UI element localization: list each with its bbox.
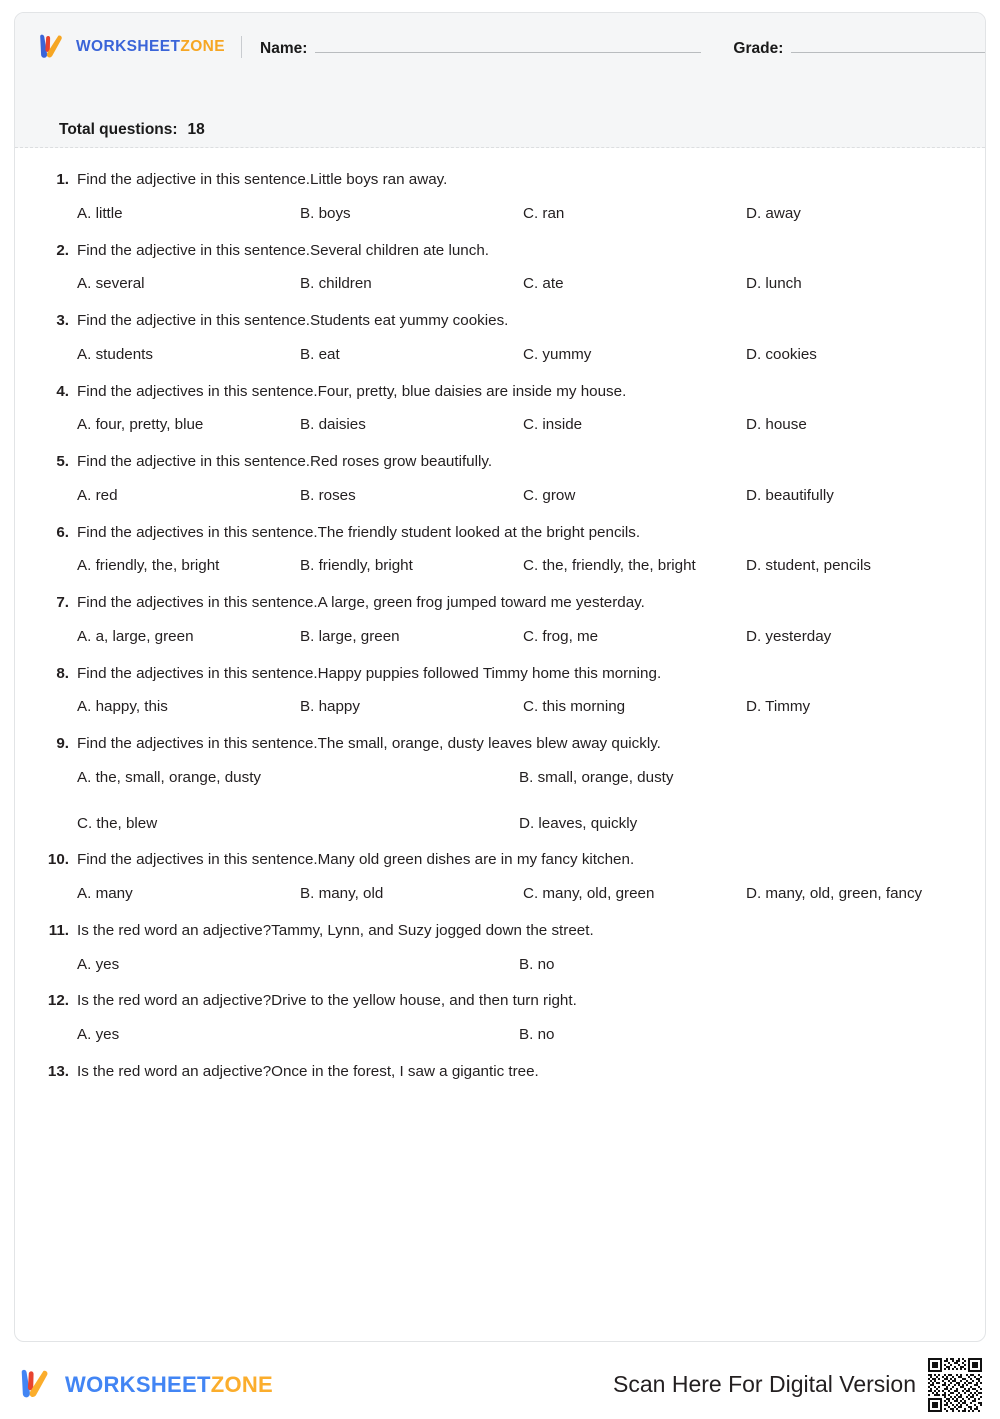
option-b[interactable]: B. happy: [300, 698, 360, 716]
question-number: 1.: [56, 171, 69, 188]
question-line: [37, 452, 963, 472]
option-c[interactable]: C. grow: [523, 486, 576, 504]
option-d[interactable]: D. house: [746, 416, 807, 434]
option-a[interactable]: A. a, large, green: [77, 627, 194, 645]
option-d[interactable]: D. many, old, green, fancy: [746, 885, 923, 902]
question-line: [37, 311, 963, 331]
question-text: Is the red word an adjective?Tammy, Lynn, and Suzy jogged down the street.: [77, 921, 594, 939]
question-text: Find the adjective in this sentence.Several children ate lunch.: [77, 241, 489, 259]
question-number: 2.: [56, 241, 69, 259]
option-c[interactable]: C. the, friendly, the, bright: [523, 557, 696, 575]
question-text: Is the red word an adjective?Drive to the yellow house, and then turn right.: [77, 992, 577, 1010]
question-text: Find the adjectives in this sentence.Happy puppies followed Timmy home this morning.: [77, 664, 662, 682]
question-item: [37, 382, 963, 436]
total-questions-label: Total questions:: [59, 121, 178, 138]
option-b[interactable]: B. daisies: [300, 416, 366, 434]
option-d[interactable]: D. leaves, quickly: [519, 814, 638, 832]
question-line: [37, 382, 963, 402]
option-d[interactable]: D. Timmy: [746, 698, 811, 716]
question-number: 12.: [47, 992, 69, 1010]
question-item: [37, 311, 963, 365]
option-c[interactable]: C. ate: [523, 275, 564, 293]
questions-list: [15, 148, 985, 1109]
question-options: [37, 345, 963, 365]
question-number: 9.: [56, 735, 69, 752]
question-number: 4.: [56, 382, 69, 400]
name-input-line[interactable]: [315, 36, 701, 53]
question-number: 3.: [56, 312, 69, 329]
question-text: Find the adjectives in this sentence.The friendly student looked at the bright pencils.: [77, 523, 641, 541]
question-item: [37, 1062, 963, 1082]
question-text: Find the adjectives in this sentence.A large, green frog jumped toward me yesterday.: [77, 594, 645, 611]
option-b[interactable]: B. many, old: [300, 885, 384, 902]
question-options: [37, 204, 963, 224]
question-number: 13.: [47, 1062, 69, 1080]
question-item: [37, 452, 963, 506]
worksheet-header: [15, 13, 985, 148]
option-b[interactable]: B. large, green: [300, 627, 400, 645]
option-c[interactable]: C. this morning: [523, 698, 626, 716]
question-options: [37, 486, 963, 506]
question-line: [37, 1062, 963, 1082]
qr-code-icon[interactable]: [926, 1356, 984, 1414]
question-text: Find the adjective in this sentence.Little boys ran away.: [77, 171, 448, 188]
name-label: Name:: [260, 40, 308, 57]
option-c[interactable]: C. ran: [523, 204, 565, 222]
footer-logo-word-worksheet: WORKSHEET: [65, 1371, 211, 1397]
question-item: [37, 734, 963, 833]
total-questions-row: [59, 121, 205, 139]
total-questions-count: 18: [187, 121, 205, 138]
question-line: [37, 664, 963, 684]
question-options: [37, 955, 963, 975]
question-number: 5.: [56, 453, 69, 470]
option-d[interactable]: D. cookies: [746, 345, 817, 363]
option-a[interactable]: A. yes: [77, 1026, 120, 1043]
worksheet-zone-logo-icon: [37, 34, 69, 60]
option-c[interactable]: C. the, blew: [77, 814, 158, 832]
option-a[interactable]: A. little: [77, 204, 123, 222]
option-a[interactable]: A. happy, this: [77, 698, 168, 716]
header-divider: [241, 36, 242, 58]
option-c[interactable]: C. yummy: [523, 345, 592, 363]
footer-logo-text: [65, 1372, 273, 1398]
question-item: [37, 664, 963, 718]
question-options: [37, 697, 963, 717]
question-options: [37, 415, 963, 435]
option-d[interactable]: D. lunch: [746, 275, 802, 293]
question-number: 7.: [56, 594, 69, 611]
header-logo-text: [76, 38, 225, 56]
question-number: 10.: [47, 851, 69, 869]
question-item: [37, 241, 963, 295]
question-item: [37, 593, 963, 647]
option-a[interactable]: A. the, small, orange, dusty: [77, 768, 262, 786]
question-item: [37, 170, 963, 224]
question-line: [37, 850, 963, 870]
footer-logo: [18, 1369, 273, 1400]
option-b[interactable]: B. boys: [300, 204, 351, 222]
footer-scan-group: [613, 1356, 984, 1414]
option-a[interactable]: A. friendly, the, bright: [77, 557, 220, 575]
question-text: Find the adjectives in this sentence.Four, pretty, blue daisies are inside my house.: [77, 382, 627, 400]
question-line: [37, 241, 963, 261]
option-b[interactable]: B. small, orange, dusty: [519, 768, 674, 786]
grade-input-line[interactable]: [791, 36, 986, 53]
worksheet-zone-logo-icon: [18, 1369, 56, 1400]
option-b[interactable]: B. roses: [300, 486, 356, 504]
question-item: [37, 523, 963, 577]
option-d[interactable]: D. away: [746, 204, 801, 222]
option-d[interactable]: D. beautifully: [746, 486, 834, 504]
logo-word-worksheet: WORKSHEET: [76, 38, 181, 55]
question-line: [37, 170, 963, 190]
question-text: Find the adjective in this sentence.Red roses grow beautifully.: [77, 453, 493, 470]
option-c[interactable]: C. many, old, green: [523, 885, 655, 902]
scan-here-text: Scan Here For Digital Version: [613, 1371, 916, 1397]
header-top-row: [15, 13, 985, 63]
question-text: Find the adjective in this sentence.Students eat yummy cookies.: [77, 312, 509, 329]
grade-field-group: [733, 36, 986, 58]
option-c[interactable]: C. frog, me: [523, 627, 599, 645]
logo-word-zone: ZONE: [180, 38, 226, 55]
question-item: [37, 921, 963, 975]
question-line: [37, 921, 963, 941]
question-text: Find the adjectives in this sentence.The small, orange, dusty leaves blew away quickly.: [77, 735, 661, 752]
question-options: [37, 1025, 963, 1045]
question-options: [37, 274, 963, 294]
option-c[interactable]: C. inside: [523, 416, 583, 434]
header-logo: [37, 34, 225, 60]
question-number: 11.: [48, 921, 69, 939]
question-line: [37, 523, 963, 543]
worksheet-card: [14, 12, 986, 1342]
footer-logo-word-zone: ZONE: [210, 1371, 274, 1397]
question-line: [37, 991, 963, 1011]
question-line: [37, 734, 963, 754]
option-a[interactable]: A. students: [77, 345, 153, 363]
question-item: [37, 991, 963, 1045]
option-d[interactable]: D. student, pencils: [746, 557, 871, 575]
option-a[interactable]: A. red: [77, 486, 118, 504]
option-d[interactable]: D. yesterday: [746, 627, 832, 645]
question-options: [37, 884, 963, 904]
option-a[interactable]: A. several: [77, 275, 145, 293]
question-item: [37, 850, 963, 904]
question-options: [37, 627, 963, 647]
question-number: 6.: [56, 523, 69, 541]
question-number: 8.: [56, 664, 69, 682]
option-b[interactable]: B. no: [519, 1026, 555, 1043]
option-a[interactable]: A. many: [77, 885, 133, 902]
option-b[interactable]: B. friendly, bright: [300, 557, 413, 575]
question-text: Find the adjectives in this sentence.Many old green dishes are in my fancy kitchen.: [77, 851, 635, 869]
question-options: [37, 768, 963, 834]
question-options: [37, 556, 963, 576]
option-a[interactable]: A. yes: [77, 955, 120, 973]
option-a[interactable]: A. four, pretty, blue: [77, 416, 204, 434]
page-footer: [0, 1355, 1000, 1414]
option-b[interactable]: B. children: [300, 275, 372, 293]
question-text: Is the red word an adjective?Once in the forest, I saw a gigantic tree.: [77, 1062, 539, 1080]
option-b[interactable]: B. no: [519, 955, 555, 973]
question-line: [37, 593, 963, 613]
option-b[interactable]: B. eat: [300, 345, 340, 363]
grade-label: Grade:: [733, 40, 784, 57]
name-field-group: [260, 36, 701, 58]
